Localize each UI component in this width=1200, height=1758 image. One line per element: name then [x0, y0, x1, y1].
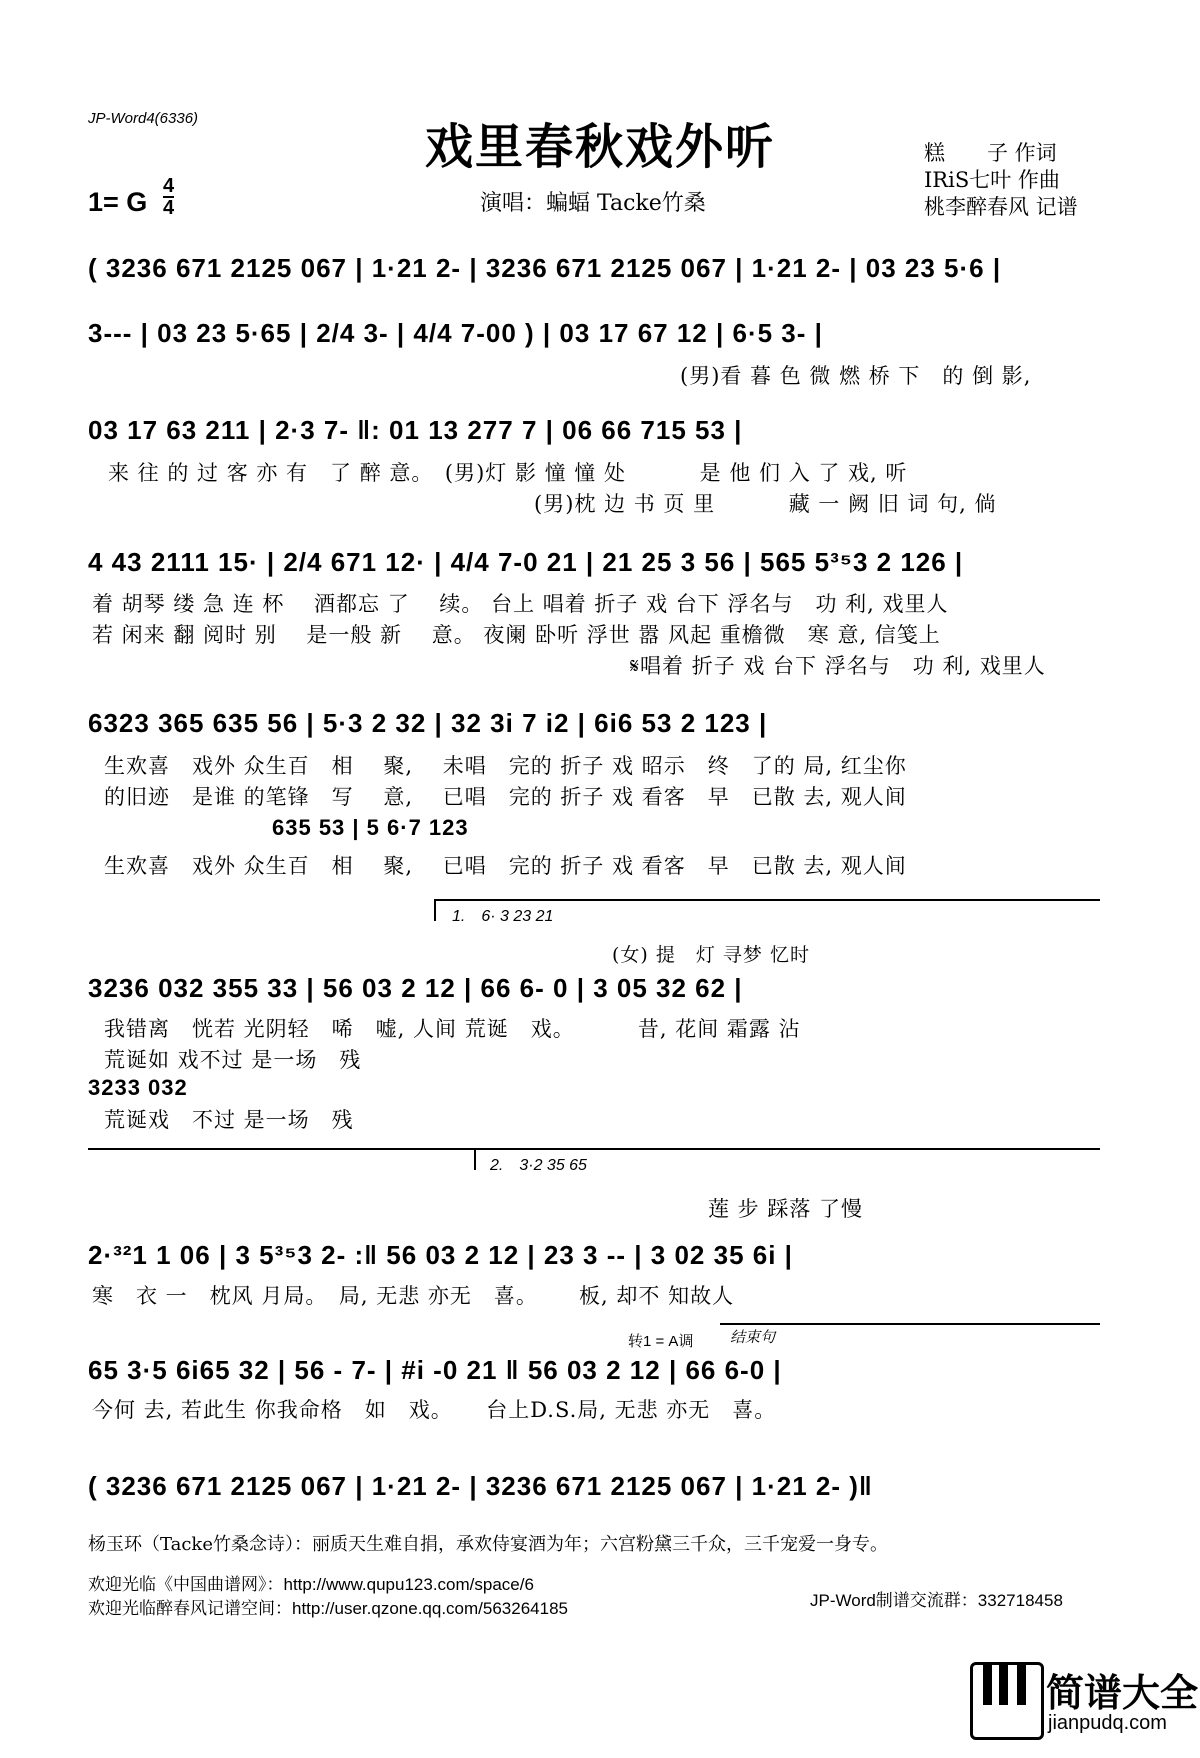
composer-credit: IRiS七叶 作曲: [924, 168, 1060, 192]
coda-bracket: [720, 1323, 1100, 1325]
lyric-line: 莲 步 踩落 了慢: [708, 1197, 864, 1221]
lyricist-credit: 糕 子 作词: [924, 141, 1057, 165]
notation-line: 6323 365 635 56 | 5·3 2 32 | 32 3i 7 i2 | 6i6 53 2 123 |: [88, 708, 768, 738]
lyric-line: 荒诞如 戏不过 是一场 残: [104, 1048, 362, 1072]
time-signature: [163, 176, 174, 218]
lyric-line: 生欢喜 戏外 众生百 相 聚, 已唱 完的 折子 戏 看客 早 已散 去, 观人间: [104, 854, 907, 878]
time-signature-bottom: 4: [163, 197, 175, 219]
site-link-qzone[interactable]: 欢迎光临醉春风记谱空间：http://user.qzone.qq.com/563264185: [88, 1599, 568, 1618]
notation-line: 65 3·5 6i65 32 | 56 - 7- | #i -0 21 ‖ 56 03 2 12 | 66 6-0 |: [88, 1355, 782, 1385]
coda-label: 结束句: [730, 1329, 776, 1346]
lyric-line: (女) 提 灯 寻梦 忆时: [612, 944, 810, 966]
logo-brand: 简谱大全: [1046, 1671, 1199, 1715]
volta-label-2: 2. 3·2 35 65: [490, 1157, 587, 1174]
notation-line: ( 3236 671 2125 067 | 1·21 2- | 3236 671 2125 067 | 1·21 2- | 03 23 5·6 |: [88, 253, 1002, 283]
jianpu-logo: [970, 1648, 1199, 1748]
lyric-line: 我错离 恍若 光阴轻 唏 嘘, 人间 荒诞 戏。 昔, 花间 霜露 沾: [104, 1017, 801, 1041]
lyric-line: 若 闲来 翻 阅时 别 是一般 新 意。 夜阑 卧听 浮世 嚣 风起 重檐微 寒 意, 信笺上: [92, 623, 941, 647]
notation-line: 635 53 | 5 6·7 123: [272, 815, 469, 840]
site-link-qupu[interactable]: 欢迎光临《中国曲谱网》：http://www.qupu123.com/space/6: [88, 1575, 534, 1594]
notation-line: 03 17 63 211 | 2·3 7- ‖: 01 13 277 7 | 06 66 715 53 |: [88, 415, 743, 445]
volta-label-1: 1. 6· 3 23 21: [452, 908, 554, 925]
lyric-line: 的旧迹 是谁 的笔锋 写 意, 已唱 完的 折子 戏 看客 早 已散 去, 观人间: [104, 785, 907, 809]
lyric-line: 寒 衣 一 枕风 月局。 局, 无悲 亦无 喜。 板, 却不 知故人: [92, 1284, 735, 1308]
piano-icon: [970, 1662, 1044, 1740]
notation-line: 3236 032 355 33 | 56 03 2 12 | 66 6- 0 | 3 05 32 62 |: [88, 973, 743, 1003]
modulation-label: 转1 = A调: [628, 1333, 694, 1350]
credits: [924, 140, 1078, 221]
notation-line: 3233 032: [88, 1075, 188, 1100]
lyric-line: 生欢喜 戏外 众生百 相 聚, 未唱 完的 折子 戏 昭示 终 了的 局, 红尘你: [104, 754, 907, 778]
lyric-line: 𝄋唱着 折子 戏 台下 浮名与 功 利, 戏里人: [630, 654, 1046, 678]
version-label: JP-Word4(6336): [88, 110, 199, 127]
lyric-line: 着 胡琴 缕 急 连 杯 酒都忘 了 续。 台上 唱着 折子 戏 台下 浮名与 功 利, 戏里人: [92, 592, 949, 616]
volta-bracket-1: [434, 899, 1100, 901]
transcriber-credit: 桃李醉春风 记谱: [924, 195, 1078, 219]
lyric-line: 今何 去, 若此生 你我命格 如 戏。 台上D.S.局, 无悲 亦无 喜。: [92, 1398, 777, 1422]
footer-links: [88, 1573, 568, 1621]
time-signature-top: 4: [163, 175, 175, 197]
lyric-line: 荒诞戏 不过 是一场 残: [104, 1108, 354, 1132]
notation-line: 4 43 2111 15· | 2/4 671 12· | 4/4 7-0 21 | 21 25 3 56 | 565 5³⁵3 2 126 |: [88, 547, 964, 577]
lyric-line: (男)枕 边 书 页 里 藏 一 阙 旧 词 句, 倘: [534, 492, 997, 516]
volta-tick: [474, 1148, 476, 1170]
lyric-line: 来 往 的 过 客 亦 有 了 醉 意。 (男)灯 影 憧 憧 处 是 他 们 入 了 戏, 听: [108, 461, 908, 485]
lyric-line: (男)看 暮 色 微 燃 桥 下 的 倒 影,: [680, 364, 1032, 388]
song-title: 戏里春秋戏外听: [424, 119, 775, 175]
notation-line: 3--- | 03 23 5·65 | 2/4 3- | 4/4 7-00 ) | 03 17 67 12 | 6·5 3- |: [88, 318, 823, 348]
recited-poem: 杨玉环（Tacke竹桑念诗）：丽质天生难自捐，承欢侍宴酒为年；六宫粉黛三千众，三千宠爱一身专。: [88, 1534, 888, 1555]
logo-url: jianpudq.com: [1048, 1712, 1167, 1734]
key-signature: 1= G: [88, 187, 148, 217]
volta-bracket-2: [88, 1148, 1100, 1150]
notation-line: ( 3236 671 2125 067 | 1·21 2- | 3236 671 2125 067 | 1·21 2- )‖: [88, 1471, 873, 1501]
volta-tick: [434, 899, 436, 921]
notation-line: 2·³²1 1 06 | 3 5³⁵3 2- :‖ 56 03 2 12 | 23 3 -- | 3 02 35 6i |: [88, 1240, 793, 1270]
group-info: JP-Word制谱交流群：332718458: [810, 1591, 1063, 1610]
singer-credit: 演唱：蝙蝠 Tacke竹桑: [480, 191, 706, 216]
